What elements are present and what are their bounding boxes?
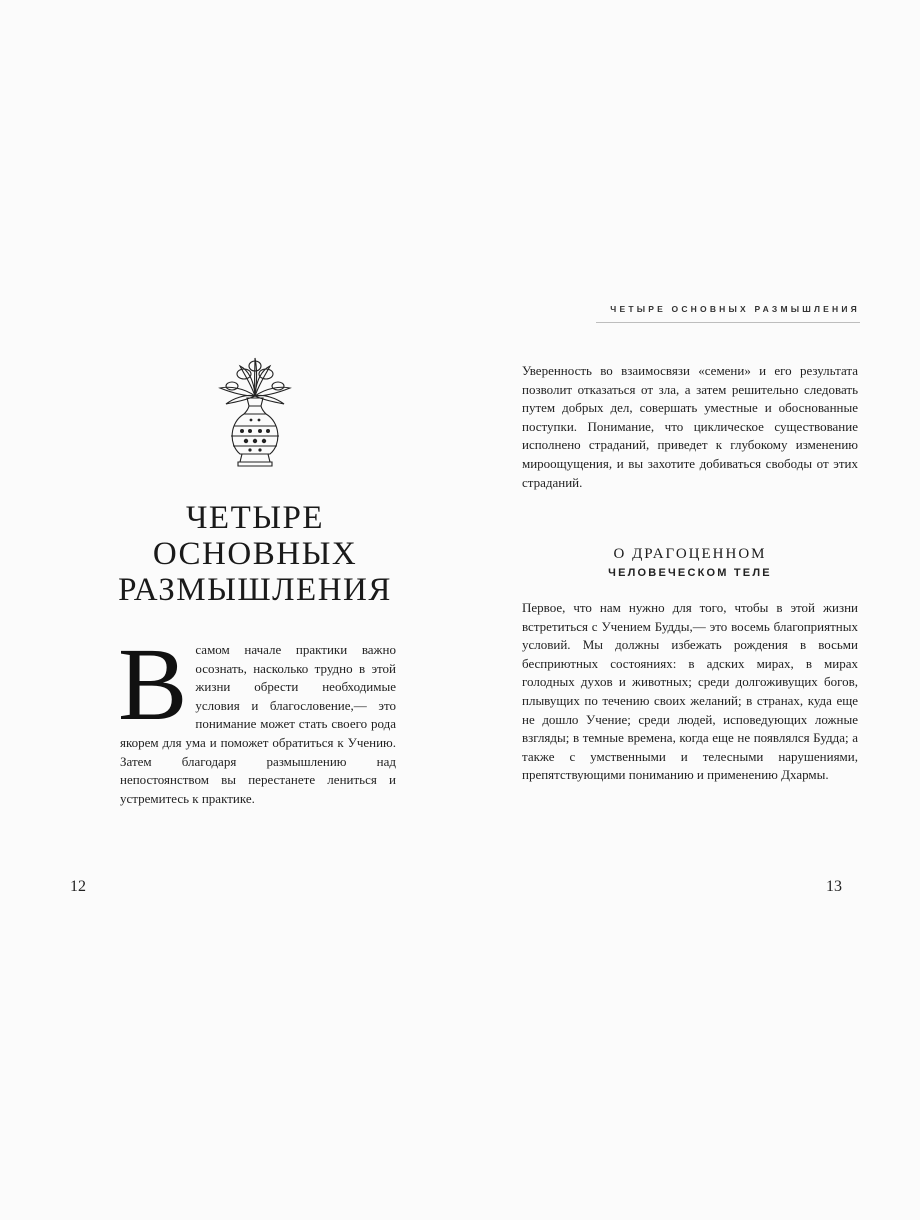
section-heading-line-1: О ДРАГОЦЕННОМ xyxy=(613,546,767,562)
running-head-rule xyxy=(596,322,860,323)
chapter-title-line: ОСНОВНЫХ xyxy=(152,536,358,573)
section-heading xyxy=(522,544,858,582)
left-page-body xyxy=(118,627,396,808)
drop-cap: В xyxy=(118,627,188,742)
chapter-title xyxy=(105,500,405,608)
page-number-left: 12 xyxy=(70,878,86,895)
right-page-paragraph-1: Уверенность во взаимосвязи «семени» и его результата позволит отказаться от зла, а затем решительно следовать путем добрых дел, совершать уместные и обоснованные поступки. Понимание, что циклическое существование исполнено страданий, приведет к глубокому изменению мироощущения, и вы захотите добиваться свободы от этих страданий. xyxy=(522,363,858,490)
vase-with-flowers-icon xyxy=(210,352,300,470)
chapter-title-line: РАЗМЫШЛЕНИЯ xyxy=(118,572,392,609)
running-head: ЧЕТЫРЕ ОСНОВНЫХ РАЗМЫШЛЕНИЯ xyxy=(610,304,860,314)
right-page-paragraph-2: Первое, что нам нужно для того, чтобы в этой жизни встретиться с Учением Будды,— это восемь благоприятных условий. Мы должны избежать рождения в восьми бесприютных состояниях: в адских мирах, в мирах голодных духов и животных; среди долгоживущих богов, плывущих по течению своих желаний; в странах, куда еще не дошло Учение; среди людей, исповедующих ложные взгляды; в темные времена, когда еще не появлялся Будда; а также с умственными и телесными нарушениями, препятствующими пониманию и применению Дхармы. xyxy=(522,600,858,783)
left-page-paragraph: самом начале практики важно осознать, насколько трудно в этой жизни обрести необходимые условия и благословение,— это понимание может стать своего рода якорем для ума и поможет обратиться к Учению. Затем благодаря размышлению над непостоянством вы перестанете лениться и устремитесь к практике. xyxy=(120,642,396,806)
section-heading-line-2: ЧЕЛОВЕЧЕСКОМ ТЕЛЕ xyxy=(608,567,772,579)
page-number-right: 13 xyxy=(826,878,842,895)
chapter-title-line: ЧЕТЫРЕ xyxy=(185,500,325,537)
